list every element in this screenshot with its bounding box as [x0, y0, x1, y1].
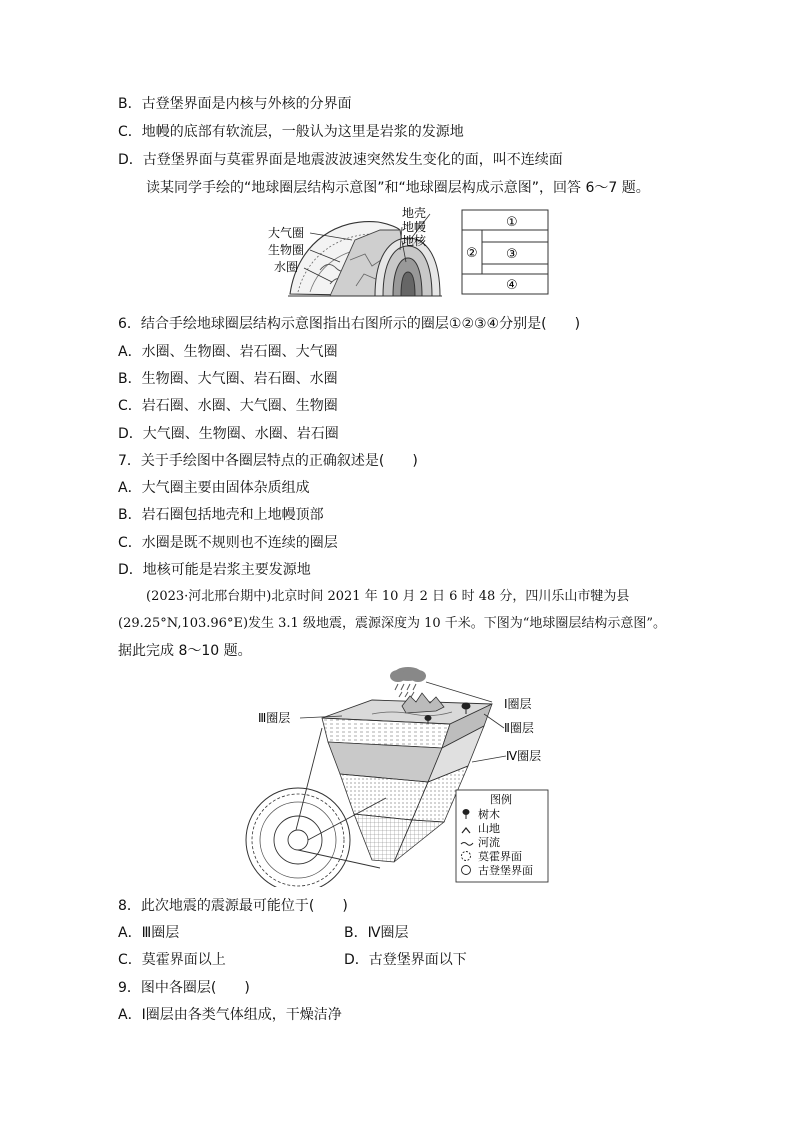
layer-label-2: Ⅱ圈层 [504, 721, 534, 735]
legend-item-river: 河流 [478, 836, 500, 849]
q7-stem: 7．关于手绘图中各圈层特点的正确叙述是( ) [118, 453, 418, 469]
q9-option-a: A．Ⅰ圈层由各类气体组成，干燥洁净 [118, 1007, 342, 1023]
q5-option-b: B．古登堡界面是内核与外核的分界面 [118, 96, 352, 112]
q5-option-d: D．古登堡界面与莫霍界面是地震波波速突然发生变化的面，叫不连续面 [118, 152, 563, 168]
q7-option-d: D．地核可能是岩浆主要发源地 [118, 562, 311, 578]
q6-option-b: B．生物圈、大气圈、岩石圈、水圈 [118, 371, 338, 387]
q6-option-c: C．岩石圈、水圈、大气圈、生物圈 [118, 398, 338, 414]
figure-earth-sphere-sketch [260, 200, 560, 310]
box-label-2: ② [466, 246, 478, 261]
q6-option-d: D．大气圈、生物圈、水圈、岩石圈 [118, 426, 339, 442]
label-hydrosphere: 水圈 [274, 260, 299, 274]
q8-option-d: D．古登堡界面以下 [344, 952, 467, 968]
label-mantle: 地幔 [402, 220, 427, 234]
q7-option-b: B．岩石圈包括地壳和上地幔顶部 [118, 507, 324, 523]
box-label-3: ③ [506, 247, 518, 262]
q8-option-c: C．莫霍界面以上 [118, 952, 226, 968]
q6-stem: 6．结合手绘地球圈层结构示意图指出右图所示的圈层①②③④分别是( ) [118, 316, 581, 332]
legend-item-gutenberg: 古登堡界面 [478, 864, 533, 877]
label-biosphere: 生物圈 [268, 243, 305, 257]
legend-item-mountain: 山地 [478, 822, 500, 835]
intro-q6-7: 读某同学手绘的“地球圈层结构示意图”和“地球圈层构成示意图”，回答 6～7 题。 [146, 180, 650, 196]
q7-option-c: C．水圈是既不规则也不连续的圈层 [118, 535, 338, 551]
legend-item-tree: 树木 [478, 808, 500, 821]
layer-label-3: Ⅲ圈层 [258, 711, 291, 725]
q9-stem: 9．图中各圈层( ) [118, 980, 250, 996]
intro-q8-10-line2: (29.25°N,103.96°E)发生 3.1 级地震，震源深度为 10 千米。下图为“地球圈层结构示意图”。 [118, 616, 667, 631]
q8-stem: 8．此次地震的震源最可能位于( ) [118, 898, 348, 914]
q7-option-a: A．大气圈主要由固体杂质组成 [118, 480, 310, 496]
box-label-1: ① [506, 215, 518, 230]
figure-earth-layer-structure [222, 662, 552, 887]
q5-option-c: C．地幔的底部有软流层，一般认为这里是岩浆的发源地 [118, 124, 464, 140]
layer-label-4: Ⅳ圈层 [506, 749, 542, 763]
label-core: 地核 [402, 234, 427, 248]
legend-title: 图例 [490, 793, 512, 806]
q8-option-a: A．Ⅲ圈层 [118, 925, 180, 941]
layer-label-1: Ⅰ圈层 [504, 697, 532, 711]
legend-item-moho: 莫霍界面 [478, 850, 522, 863]
q6-option-a: A．水圈、生物圈、岩石圈、大气圈 [118, 344, 338, 360]
label-atmosphere: 大气圈 [268, 226, 305, 240]
box-label-4: ④ [506, 278, 518, 293]
intro-q8-10-line1: (2023·河北邢台期中)北京时间 2021 年 10 月 2 日 6 时 48 分，四川乐山市犍为县 [146, 589, 630, 604]
intro-q8-10-line3: 据此完成 8～10 题。 [118, 643, 252, 659]
label-crust: 地壳 [402, 206, 427, 220]
q8-option-b: B．Ⅳ圈层 [344, 925, 409, 941]
